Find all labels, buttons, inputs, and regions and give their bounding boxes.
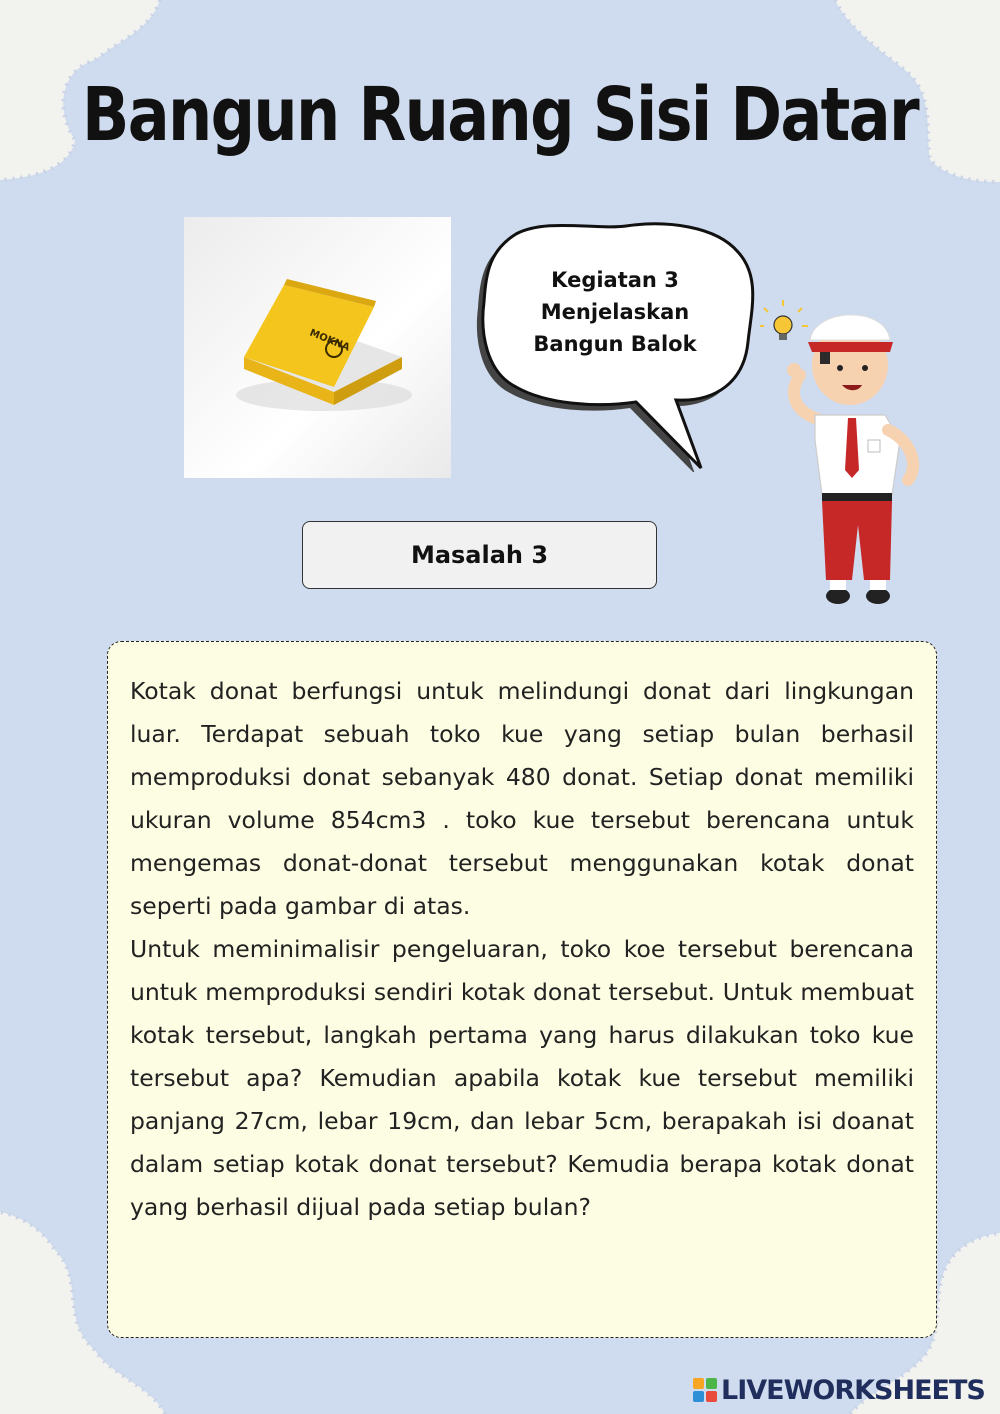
problem-text-box [107,641,937,1338]
bubble-line-activity: Kegiatan 3 [551,268,679,292]
problem-paragraph: Kotak donat berfungsi untuk melindungi donat dari lingkungan luar. Terdapat sebuah toko kue yang setiap bulan berhasil memproduksi donat sebanyak 480 donat. Setiap donat memiliki ukuran volume 854cm3 . toko kue tersebut berencana untuk mengemas donat-donat tersebut menggunakan kotak donat seperti pada gambar di atas. [130,677,914,920]
brand-text: LIVEWORKSHEETS [721,1374,985,1406]
liveworksheets-brand[interactable] [693,1372,985,1408]
problem-paragraph: Untuk meminimalisir pengeluaran, toko koe tersebut berencana untuk memproduksi sendiri kotak donat tersebut. Untuk membuat kotak tersebut, langkah pertama yang harus dilakukan toko kue tersebut apa? Kemudian apabila kotak kue tersebut memiliki panjang 27cm, lebar 19cm, dan lebar 5cm, berapakah isi doanat dalam setiap kotak donat tersebut? Kemudia berapa kotak donat yang berhasil dijual pada setiap bulan? [130,935,914,1221]
bubble-text [520,264,710,360]
liveworksheets-logo [693,1378,717,1402]
student-character [760,290,930,620]
page-title: Bangun Ruang Sisi Datar [82,72,918,158]
problem-label: Masalah 3 [302,521,657,589]
bubble-line-verb: Menjelaskan [540,300,690,324]
svg-text:MOKNA: MOKNA [307,327,352,354]
donut-box-image [184,217,451,478]
lightbulb-icon [760,300,808,340]
bubble-line-topic: Bangun Balok [533,332,697,356]
